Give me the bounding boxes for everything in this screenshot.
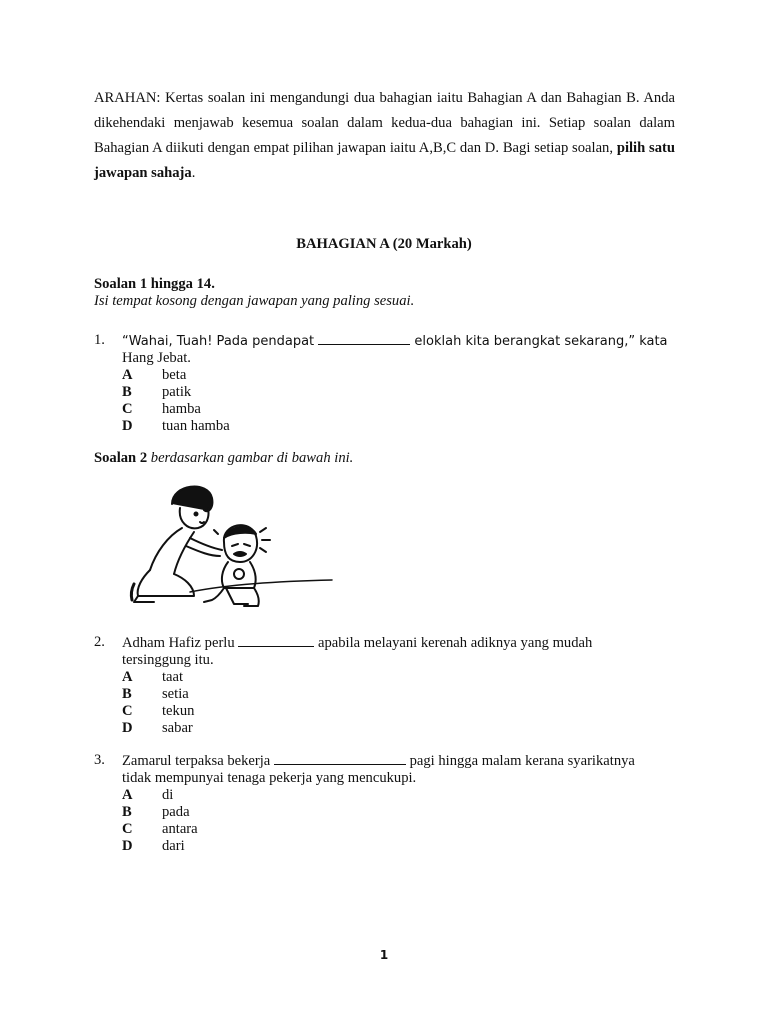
question-1-option-a[interactable]: A beta [122, 367, 187, 383]
question-1-blank [318, 332, 410, 345]
question-3-text-after: pagi hingga malam kerana syarikatnya [405, 753, 635, 769]
group-2-instruction: berdasarkan gambar di bawah ini. [147, 450, 354, 466]
question-2-option-c[interactable]: C tekun [122, 703, 195, 719]
instructions-paragraph [94, 86, 675, 186]
instructions-end: . [191, 165, 196, 181]
question-1-text-after: eloklah kita berangkat sekarang,” kata [410, 334, 668, 349]
question-2-text [122, 634, 675, 652]
question-1-text-before: “Wahai, Tuah! Pada pendapat [122, 334, 319, 349]
question-3 [94, 752, 675, 855]
question-2-continuation: tersinggung itu. [122, 652, 214, 668]
instructions-emphasis: pilih satu jawapan sahaja [94, 140, 675, 181]
question-2-text-before: Adham Hafiz perlu [122, 635, 239, 651]
question-3-text-before: Zamarul terpaksa bekerja [122, 753, 274, 769]
question-3-option-b[interactable]: B pada [122, 804, 190, 820]
question-3-number: 3. [94, 752, 105, 768]
question-1-option-b[interactable]: B patik [122, 384, 192, 400]
question-1-number: 1. [94, 332, 105, 348]
question-2-option-a[interactable]: A taat [122, 669, 184, 685]
question-1-option-c[interactable]: C hamba [122, 401, 201, 417]
question-group-2-header [94, 450, 675, 467]
group-1-heading: Soalan 1 hingga 14. [94, 276, 215, 292]
question-3-option-c[interactable]: C antara [122, 821, 198, 837]
question-3-text [122, 752, 675, 770]
question-2 [94, 634, 675, 737]
page-number: 1 [379, 948, 389, 962]
question-1-continuation: Hang Jebat. [122, 350, 191, 366]
question-1-text [122, 332, 675, 350]
group-1-instruction: Isi tempat kosong dengan jawapan yang paling sesuai. [94, 293, 415, 309]
question-2-option-b[interactable]: B setia [122, 686, 189, 702]
question-2-blank [238, 634, 314, 647]
group-2-heading: Soalan 2 [94, 450, 148, 466]
question-2-text-after: apabila melayani kerenah adiknya yang mudah [314, 635, 593, 651]
instructions-text: ARAHAN: Kertas soalan ini mengandungi dua bahagian iaitu Bahagian A dan Bahagian B. Anda dikehendaki menjawab kesemua soalan dalam kedua-dua bahagian ini. Setiap soalan dalam Bahagian A diikuti dengan empat pilihan jawapan iaitu A,B,C dan D. Bagi setiap soalan, [94, 90, 675, 156]
question-3-option-a[interactable]: A di [122, 787, 174, 803]
question-3-blank [274, 752, 406, 765]
question-group-1-header [94, 276, 675, 310]
question-1 [94, 332, 675, 435]
question-3-continuation: tidak mempunyai tenaga pekerja yang mencukupi. [122, 770, 417, 786]
question-3-option-d[interactable]: D dari [122, 838, 185, 854]
section-title: BAHAGIAN A (20 Markah) [296, 236, 472, 252]
mother-comforting-child-illustration [120, 474, 344, 620]
question-1-option-d[interactable]: D tuan hamba [122, 418, 230, 434]
question-2-option-d[interactable]: D sabar [122, 720, 193, 736]
mother-comforting-crying-child-icon [120, 474, 344, 620]
question-2-number: 2. [94, 634, 105, 650]
